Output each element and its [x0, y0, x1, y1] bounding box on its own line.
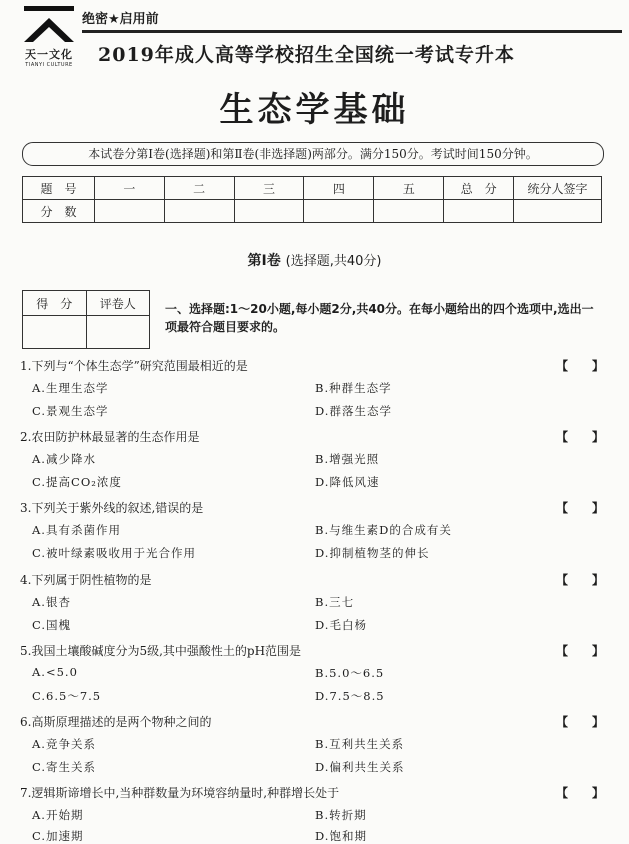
- option-d: D.毛白杨: [315, 618, 367, 632]
- section-title: [0, 250, 629, 270]
- score-header-cell: 统分人签字: [514, 177, 602, 200]
- option-a: A.开始期: [32, 808, 84, 822]
- score-table: [22, 176, 602, 223]
- answer-bracket: 【 】: [556, 359, 605, 373]
- option-c: C.被叶绿素吸收用于光合作用: [32, 546, 197, 560]
- score-header-cell: 三: [234, 177, 304, 200]
- score-header-cell: 二: [164, 177, 234, 200]
- score-cell: [234, 200, 304, 223]
- score-cell: [304, 200, 374, 223]
- option-b: B.5.0～6.5: [315, 666, 385, 680]
- score-cell: [444, 200, 514, 223]
- option-a: A.具有杀菌作用: [32, 523, 121, 537]
- option-c: C.寄生关系: [32, 760, 97, 774]
- grader-header-cell: 得 分: [23, 291, 87, 316]
- answer-bracket: 【 】: [556, 573, 605, 587]
- score-table-header-row: [23, 177, 602, 200]
- score-header-cell: 一: [94, 177, 164, 200]
- score-header-cell: 五: [374, 177, 444, 200]
- grader-header-row: [23, 291, 150, 316]
- answer-bracket: 【 】: [556, 430, 605, 444]
- question-stem: 1.下列与“个体生态学”研究范围最相近的是: [20, 359, 248, 373]
- grader-blank-row: [23, 316, 150, 349]
- section-subtitle: (选择题,共40分): [285, 254, 382, 269]
- option-b: B.转折期: [315, 808, 367, 822]
- option-a: A.银杏: [32, 595, 71, 609]
- exam-notice: 本试卷分第Ⅰ卷(选择题)和第Ⅱ卷(非选择题)两部分。满分150分。考试时间150分钟。: [22, 142, 604, 166]
- header-rule: [82, 30, 622, 33]
- option-c: C.加速期: [32, 829, 84, 843]
- question-stem: 6.高斯原理描述的是两个物种之间的: [20, 715, 212, 729]
- answer-bracket: 【 】: [556, 501, 605, 515]
- score-header-cell: 总 分: [444, 177, 514, 200]
- logo-chevron-icon: [22, 4, 76, 44]
- option-b: B.与维生素D的合成有关: [315, 523, 452, 537]
- option-d: D.7.5～8.5: [315, 689, 385, 703]
- subject-title: 生态学基础: [219, 90, 410, 130]
- option-b: B.增强光照: [315, 452, 380, 466]
- option-c: C.景观生态学: [32, 404, 109, 418]
- option-a: A.<5.0: [32, 665, 78, 679]
- exam-title: 2019年成人高等学校招生全国统一考试专升本: [98, 44, 515, 66]
- score-table-score-row: [23, 200, 602, 223]
- option-d: D.饱和期: [315, 829, 367, 843]
- score-header-cell: 四: [304, 177, 374, 200]
- question-stem: 4.下列属于阴性植物的是: [20, 573, 152, 587]
- score-cell: [514, 200, 602, 223]
- question-stem: 5.我国土壤酸碱度分为5级,其中强酸性土的pH范围是: [20, 644, 302, 658]
- grader-cell: [86, 316, 150, 349]
- option-c: C.国槐: [32, 618, 72, 632]
- option-d: D.降低风速: [315, 475, 380, 489]
- logo-subtext: TIANYI CULTURE: [25, 62, 73, 68]
- grader-table: [22, 290, 150, 349]
- option-d: D.偏利共生关系: [315, 760, 405, 774]
- score-cell: [164, 200, 234, 223]
- option-c: C.提高CO₂浓度: [32, 475, 122, 489]
- logo-text: 天一文化: [25, 48, 73, 61]
- option-b: B.种群生态学: [315, 381, 392, 395]
- option-c: C.6.5～7.5: [32, 689, 102, 703]
- option-d: D.群落生态学: [315, 404, 392, 418]
- option-b: B.三七: [315, 595, 355, 609]
- score-row-label: 分 数: [23, 200, 95, 223]
- option-b: B.互利共生关系: [315, 737, 405, 751]
- publisher-logo: [22, 4, 76, 74]
- answer-bracket: 【 】: [556, 715, 605, 729]
- score-cell: [374, 200, 444, 223]
- question-stem: 3.下列关于紫外线的叙述,错误的是: [20, 501, 204, 515]
- score-cell: [94, 200, 164, 223]
- answer-bracket: 【 】: [556, 644, 605, 658]
- grader-header-cell: 评卷人: [86, 291, 150, 316]
- answer-bracket: 【 】: [556, 786, 605, 800]
- grader-cell: [23, 316, 87, 349]
- option-a: A.生理生态学: [32, 381, 109, 395]
- question-stem: 2.农田防护林最显著的生态作用是: [20, 430, 200, 444]
- option-a: A.竞争关系: [32, 737, 96, 751]
- option-d: D.抑制植物茎的伸长: [315, 546, 430, 560]
- score-header-cell: 题 号: [23, 177, 95, 200]
- option-a: A.减少降水: [32, 452, 96, 466]
- section-title-main: 第Ⅰ卷: [247, 253, 281, 269]
- question-stem: 7.逻辑斯谛增长中,当种群数量为环境容纳量时,种群增长处于: [20, 786, 340, 800]
- secret-label: 绝密★启用前: [82, 12, 159, 27]
- section-instruction: 一、选择题:1～20小题,每小题2分,共40分。在每小题给出的四个选项中,选出一项最符合题目要求的。: [165, 302, 594, 334]
